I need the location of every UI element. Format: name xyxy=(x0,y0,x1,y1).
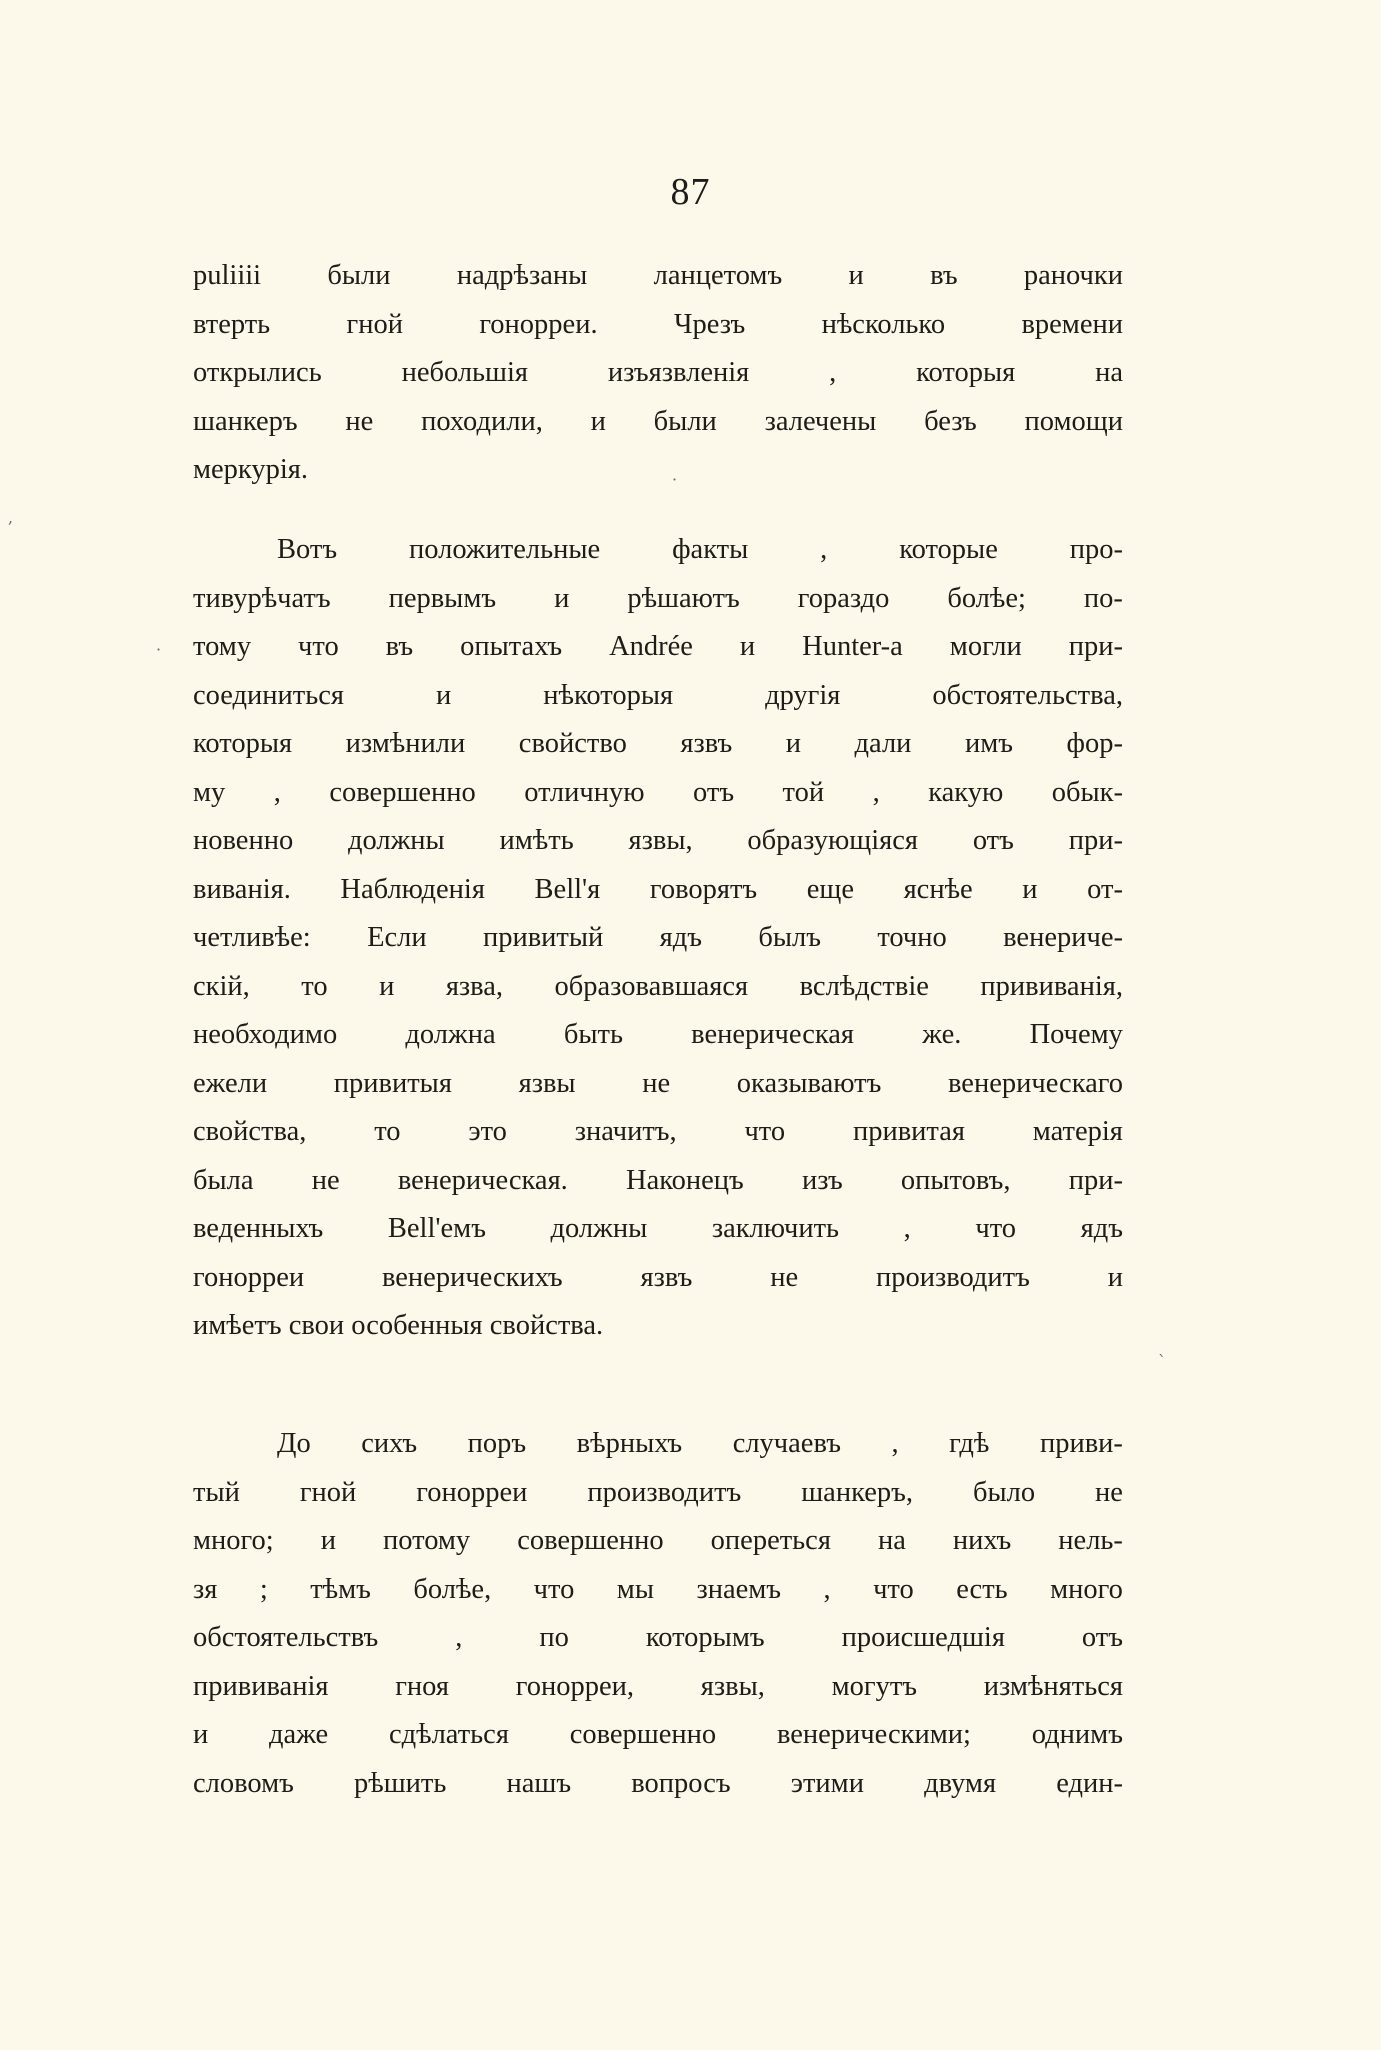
text-line: необходимо должна быть венерическая же. Почему xyxy=(193,1019,1123,1050)
text-line: тивурѣчатъ первымъ и рѣшаютъ гораздо болѣе; по- xyxy=(193,582,1123,614)
text-line: ежели привитыя язвы не оказываютъ венерическаго xyxy=(193,1067,1123,1099)
text-line: му , совершенно отличную отъ той , какую обык- xyxy=(193,776,1123,808)
text-line: меркурія. xyxy=(193,454,309,485)
text-line: шанкеръ не походили, и были залечены безъ помощи xyxy=(193,405,1123,437)
text-line: виванія. Наблюденія Bell'я говорятъ еще яснѣе и от- xyxy=(193,873,1123,905)
text-line: и даже сдѣлаться совершенно венерическими; однимъ xyxy=(193,1719,1123,1750)
text-line: открылись небольшія изъязвленія , которыя на xyxy=(193,357,1123,388)
text-line: тому что въ опытахъ Andrée и Hunter-а могли при- xyxy=(193,631,1123,662)
text-line: До сихъ поръ вѣрныхъ случаевъ , гдѣ приви- xyxy=(277,1428,1123,1459)
text-line: свойства, то это значитъ, что привитая матерія xyxy=(193,1116,1123,1147)
text-line: обстоятельствъ , по которымъ происшедшія отъ xyxy=(193,1622,1123,1653)
text-line: была не венерическая. Наконецъ изъ опытовъ, при- xyxy=(193,1164,1123,1196)
text-line: словомъ рѣшить нашъ вопросъ этими двумя един- xyxy=(193,1767,1123,1799)
text-line: соединиться и нѣкоторыя другія обстоятельства, xyxy=(193,679,1123,711)
paragraph-3 xyxy=(193,1420,1123,1808)
text-line: тый гной гонорреи производитъ шанкеръ, было не xyxy=(193,1476,1123,1508)
margin-mark: · xyxy=(156,640,162,659)
ink-speck: ˋ xyxy=(1158,1352,1166,1371)
text-line: веденныхъ Bell'емъ должны заключить , что ядъ xyxy=(193,1213,1123,1244)
text-line: прививанія гноя гонорреи, язвы, могутъ измѣняться xyxy=(193,1670,1123,1702)
text-line: новенно должны имѣть язвы, образующіяся отъ при- xyxy=(193,825,1123,856)
text-line: много; и потому совершенно опереться на нихъ нель- xyxy=(193,1525,1123,1556)
text-line: Вотъ положительные факты , которые про- xyxy=(277,534,1123,565)
text-line: скій, то и язва, образовавшаяся вслѣдствіе прививанія, xyxy=(193,970,1123,1002)
text-line: имѣетъ свои особенныя свойства. xyxy=(193,1310,604,1341)
text-line: гонорреи венерическихъ язвъ не производитъ и xyxy=(193,1261,1123,1293)
text-line: втерть гной гонорреи. Чрезъ нѣсколько времени xyxy=(193,308,1123,340)
margin-mark: , xyxy=(8,508,14,527)
paragraph-2 xyxy=(193,526,1123,1351)
ink-speck: · xyxy=(672,470,678,489)
text-line: puliiii были надрѣзаны ланцетомъ и въ раночки xyxy=(193,260,1123,291)
text-line: четливѣе: Если привитый ядъ былъ точно венериче- xyxy=(193,922,1123,953)
page-number: 87 xyxy=(670,171,711,213)
paragraph-1 xyxy=(193,252,1123,495)
text-line: которыя измѣнили свойство язвъ и дали имъ фор- xyxy=(193,728,1123,759)
text-line: зя ; тѣмъ болѣе, что мы знаемъ , что есть много xyxy=(193,1573,1123,1605)
